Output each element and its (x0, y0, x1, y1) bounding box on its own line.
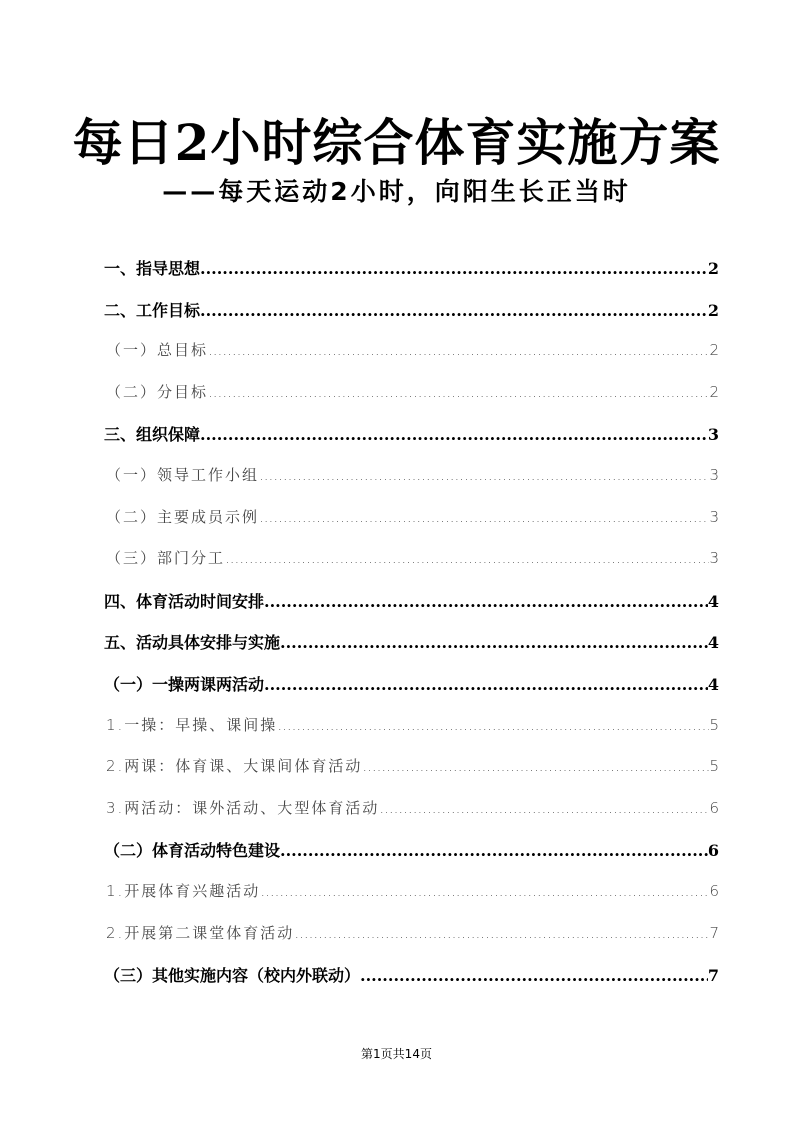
toc-page-number: 6 (709, 798, 719, 817)
toc-entry-title: 四、体育活动时间安排 (104, 591, 265, 611)
toc-entry[interactable] (104, 256, 719, 298)
toc-page-number: 3 (709, 465, 719, 484)
page-footer: 第1页共14页 (361, 1047, 432, 1061)
toc-leader-dots (264, 592, 708, 611)
toc-entry-title: 3.两活动：课外活动、大型体育活动 (106, 798, 380, 817)
toc-entry[interactable] (104, 381, 719, 423)
toc-leader-dots (277, 716, 709, 734)
toc-entry-title: 五、活动具体安排与实施 (104, 633, 281, 653)
toc-leader-dots (200, 301, 708, 320)
toc-leader-dots (280, 841, 708, 860)
toc-leader-dots (260, 882, 709, 900)
document-subtitle: ——每天运动2小时，向阳生长正当时 (162, 177, 631, 206)
toc-entry-title: 2.开展第二课堂体育活动 (106, 923, 295, 942)
toc-leader-dots (294, 924, 709, 942)
toc-entry-title: 三、组织保障 (104, 425, 201, 445)
toc-entry-title: （一）一操两课两活动 (104, 674, 265, 694)
toc-entry-title: （一）领导工作小组 (106, 465, 260, 484)
toc-leader-dots (200, 425, 708, 444)
toc-entry[interactable] (104, 422, 719, 464)
toc-leader-dots (264, 675, 708, 694)
toc-leader-dots (360, 966, 708, 985)
toc-page-number: 7 (709, 923, 719, 942)
toc-entry-title: （三）其他实施内容（校内外联动） (104, 966, 361, 986)
toc-leader-dots (259, 508, 709, 526)
toc-entry-title: （三）部门分工 (106, 549, 226, 568)
toc-page-number: 4 (707, 633, 719, 653)
toc-entry-title: 1.开展体育兴趣活动 (106, 881, 261, 900)
toc-entry-title: （二）分目标 (106, 382, 209, 401)
document-title: 每日2小时综合体育实施方案 (72, 113, 721, 172)
toc-entry-title: 1.一操：早操、课间操 (106, 715, 278, 734)
toc-entry[interactable] (104, 630, 719, 672)
toc-entry-title: 2.两课：体育课、大课间体育活动 (106, 757, 363, 776)
toc-page-number: 2 (709, 341, 719, 360)
table-of-contents (104, 256, 719, 1005)
toc-page-number: 5 (709, 715, 719, 734)
toc-page-number: 6 (707, 841, 719, 861)
toc-entry[interactable] (104, 797, 719, 839)
toc-leader-dots (200, 259, 708, 278)
toc-leader-dots (280, 633, 708, 652)
toc-page-number: 4 (707, 674, 719, 694)
toc-page-number: 4 (707, 591, 719, 611)
toc-entry-title: （二）体育活动特色建设 (104, 841, 281, 861)
toc-entry[interactable] (104, 672, 719, 714)
toc-entry-title: （二）主要成员示例 (106, 507, 260, 526)
toc-entry[interactable] (104, 880, 719, 922)
toc-entry-title: （一）总目标 (106, 341, 209, 360)
toc-entry[interactable] (104, 838, 719, 880)
toc-page-number: 2 (707, 300, 719, 320)
toc-page-number: 2 (707, 259, 719, 278)
toc-entry[interactable] (104, 547, 719, 589)
toc-page-number: 7 (707, 966, 719, 986)
toc-leader-dots (208, 383, 709, 401)
toc-entry[interactable] (104, 464, 719, 506)
toc-page-number: 3 (709, 507, 719, 526)
toc-entry[interactable] (104, 714, 719, 756)
toc-entry[interactable] (104, 298, 719, 340)
toc-page-number: 2 (709, 382, 719, 401)
toc-leader-dots (379, 799, 709, 817)
toc-leader-dots (208, 341, 709, 359)
toc-leader-dots (362, 757, 709, 775)
toc-page-number: 5 (709, 757, 719, 776)
toc-leader-dots (259, 466, 709, 484)
toc-entry-title: 二、工作目标 (104, 300, 201, 320)
toc-entry[interactable] (104, 963, 719, 1005)
toc-entry-title: 一、指导思想 (104, 259, 201, 278)
toc-page-number: 6 (709, 881, 719, 900)
toc-entry[interactable] (104, 922, 719, 964)
toc-page-number: 3 (707, 425, 719, 445)
toc-entry[interactable] (104, 589, 719, 631)
toc-page-number: 3 (709, 549, 719, 568)
toc-entry[interactable] (104, 506, 719, 548)
toc-entry[interactable] (104, 339, 719, 381)
toc-entry[interactable] (104, 755, 719, 797)
toc-leader-dots (225, 549, 709, 567)
